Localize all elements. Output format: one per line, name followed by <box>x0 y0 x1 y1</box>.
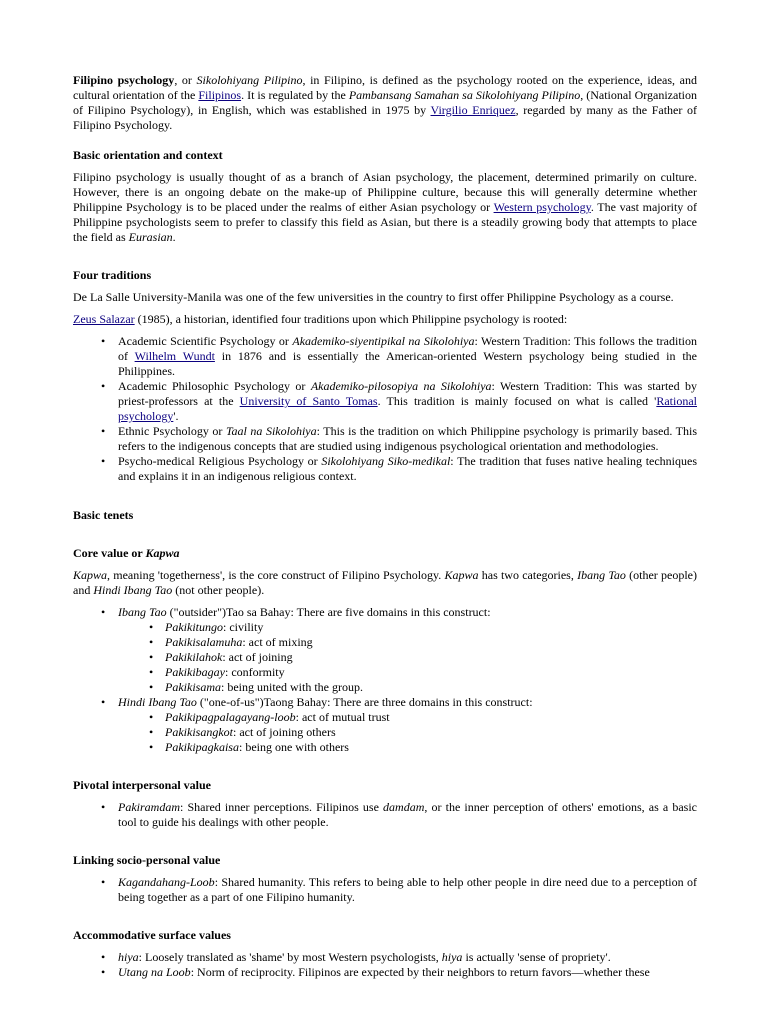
text-italic: Kapwa <box>73 568 108 582</box>
list-item <box>73 695 697 755</box>
link-western-psychology[interactable]: Western psychology <box>493 200 591 214</box>
text-italic: Ibang Tao <box>577 568 626 582</box>
list-item <box>73 950 697 965</box>
text-italic: Sikolohiyang Siko-medikal <box>321 454 451 468</box>
text-italic: Sikolohiyang Pilipino <box>196 73 303 87</box>
text: : Shared humanity. This refers to being able to help other people in dire need due to a perception of being together as a part of one Filipino humanity. <box>118 875 697 904</box>
text-italic: Ibang Tao <box>118 605 167 619</box>
text-italic: Pakikibagay <box>165 665 225 679</box>
text-italic: Taal na Sikolohiya <box>225 424 317 438</box>
text: ("outsider")Tao sa Bahay: There are five domains in this construct: <box>166 605 491 619</box>
kapwa-list <box>73 605 697 755</box>
text-italic: Pakikitungo <box>165 620 223 634</box>
text: . It is regulated by the <box>241 88 349 102</box>
link-zeus-salazar[interactable]: Zeus Salazar <box>73 312 135 326</box>
text: : The tradition that fuses native healing techniques and explains it in an indigenous religious context. <box>118 454 698 483</box>
text: in 1876 and is essentially the American-oriented Western psychology being studied in the Philippines. <box>118 349 697 378</box>
link-rational-psychology[interactable]: Rational psychology <box>118 394 697 423</box>
accommodative-list <box>73 950 697 980</box>
text-italic: Eurasian <box>128 230 173 244</box>
text: Psycho-medical Religious Psychology or <box>118 454 322 468</box>
text: : act of mutual trust <box>295 710 390 724</box>
text: '. <box>173 409 179 423</box>
link-wilhelm-wundt[interactable]: Wilhelm Wundt <box>134 349 215 363</box>
heading-pivotal-value: Pivotal interpersonal value <box>73 778 211 792</box>
list-item <box>73 379 697 424</box>
text: (other people) and <box>73 568 698 597</box>
text: : act of joining <box>222 650 293 664</box>
pivotal-list <box>73 800 697 830</box>
intro-term: Filipino psychology <box>73 73 175 87</box>
text-italic: hiya <box>441 950 463 964</box>
list-item <box>118 740 697 755</box>
text: , meaning 'togetherness', is the core construct of Filipino Psychology. <box>107 568 445 582</box>
text-italic: Pakikipagkaisa <box>165 740 239 754</box>
linking-list <box>73 875 697 905</box>
heading-linking-value: Linking socio-personal value <box>73 853 221 867</box>
text: , in Filipino, is defined as the psychology rooted on the experience, ideas, and cultural orientation of the <box>73 73 697 102</box>
text: , or the inner perception of others' emotions, as a basic tool to guide his dealings with other people. <box>118 800 697 829</box>
heading-core-value-kapwa <box>73 546 697 561</box>
hindi-ibang-tao-sublist <box>118 710 697 755</box>
list-item <box>73 334 697 379</box>
list-item <box>118 635 697 650</box>
list-item <box>73 424 697 454</box>
text: Filipino psychology is usually thought of as a branch of Asian psychology, the placement, determined primarily on culture. However, there is an ongoing debate on the make-up of Philippine culture, because this will generally determine whether Philippine Psychology is to be placed under the realms of either Asian psychology or <box>73 170 697 214</box>
ibang-tao-sublist <box>118 620 697 695</box>
text-italic: Pakikisangkot <box>165 725 233 739</box>
list-item <box>73 800 697 830</box>
text-italic: Kapwa <box>444 568 479 582</box>
traditions-list <box>73 334 697 484</box>
list-item <box>118 725 697 740</box>
text-italic: Pakikisama <box>165 680 221 694</box>
heading-accommodative-values: Accommodative surface values <box>73 928 231 942</box>
text: : Shared inner perceptions. Filipinos use <box>180 800 384 814</box>
text: : Norm of reciprocity. Filipinos are expected by their neighbors to return favors—whether these <box>190 965 650 979</box>
text: (1985), a historian, identified four traditions upon which Philippine psychology is rooted: <box>134 312 568 326</box>
article-body <box>73 73 697 980</box>
text: : Loosely translated as 'shame' by most Western psychologists, <box>138 950 442 964</box>
list-item <box>73 965 697 980</box>
kapwa-paragraph <box>73 568 697 598</box>
list-item <box>73 454 697 484</box>
text-italic: Pakikipagpalagayang-loob <box>165 710 296 724</box>
text-italic: Kagandahang-Loob <box>118 875 215 889</box>
text-italic: Akademiko-pilosopiya na Sikolohiya <box>310 379 492 393</box>
text: : conformity <box>224 665 285 679</box>
text: . This tradition is mainly focused on what is called ' <box>377 394 657 408</box>
text: . <box>172 230 176 244</box>
list-item <box>118 680 697 695</box>
text: : This is the tradition on which Philippine psychology is primarily based. This refers to the indigenous concepts that are studied using indigenous psychological orientation and methodologies. <box>118 424 698 453</box>
list-item <box>118 620 697 635</box>
text: : being united with the group. <box>221 680 363 694</box>
orientation-paragraph <box>73 170 697 245</box>
text: ("one-of-us")Taong Bahay: There are three domains in this construct: <box>196 695 533 709</box>
text-italic: Akademiko-siyentipikal na Sikolohiya <box>292 334 475 348</box>
intro-paragraph <box>73 73 697 133</box>
text: : Western Tradition: This follows the tradition of <box>118 334 698 363</box>
text: , regarded by many as the Father of Filipino Psychology. <box>73 103 698 132</box>
list-item <box>73 605 697 695</box>
list-item <box>118 710 697 725</box>
traditions-paragraph-2 <box>73 312 697 327</box>
text: : being one with others <box>238 740 349 754</box>
text: , (National Organization of Filipino Psychology), in English, which was established in 1975 by <box>73 88 697 117</box>
heading-basic-orientation: Basic orientation and context <box>73 148 223 162</box>
traditions-paragraph-1: De La Salle University-Manila was one of the few universities in the country to first offer Philippine Psychology as a course. <box>73 290 674 304</box>
text: : act of mixing <box>242 635 313 649</box>
list-item <box>118 650 697 665</box>
text-italic: Pakikilahok <box>165 650 223 664</box>
text: : civility <box>222 620 264 634</box>
text-italic: Pakikisalamuha <box>165 635 243 649</box>
text-italic: Pakiramdam <box>118 800 180 814</box>
link-university-of-santo-tomas[interactable]: University of Santo Tomas <box>239 394 378 408</box>
text: Ethnic Psychology or <box>118 424 226 438</box>
text: has two categories, <box>478 568 578 582</box>
heading-basic-tenets: Basic tenets <box>73 508 134 522</box>
heading-four-traditions: Four traditions <box>73 268 152 282</box>
text-italic: hiya <box>118 950 139 964</box>
text: , or <box>174 73 197 87</box>
text-italic: Kapwa <box>145 546 180 560</box>
text-italic: Hindi Ibang Tao <box>118 695 197 709</box>
text: is actually 'sense of propriety'. <box>462 950 611 964</box>
text: Academic Scientific Psychology or <box>118 334 293 348</box>
text: Core value or <box>73 546 146 560</box>
list-item <box>118 665 697 680</box>
list-item <box>73 875 697 905</box>
text-italic: Pambansang Samahan sa Sikolohiyang Pilipino <box>348 88 581 102</box>
text: Academic Philosophic Psychology or <box>118 379 311 393</box>
text-italic: Hindi Ibang Tao <box>93 583 173 597</box>
text: : act of joining others <box>232 725 336 739</box>
text-italic: Utang na Loob <box>118 965 191 979</box>
link-virgilio-enriquez[interactable]: Virgilio Enriquez <box>430 103 516 117</box>
text: . The vast majority of Philippine psychologists seem to prefer to classify this field as Asian, but there is a steadily growing body that attempts to place the field as <box>73 200 697 244</box>
text-italic: damdam <box>383 800 425 814</box>
text: (not other people). <box>172 583 265 597</box>
text: : Western Tradition: This was started by priest-professors at the <box>118 379 698 408</box>
link-filipinos[interactable]: Filipinos <box>198 88 242 102</box>
